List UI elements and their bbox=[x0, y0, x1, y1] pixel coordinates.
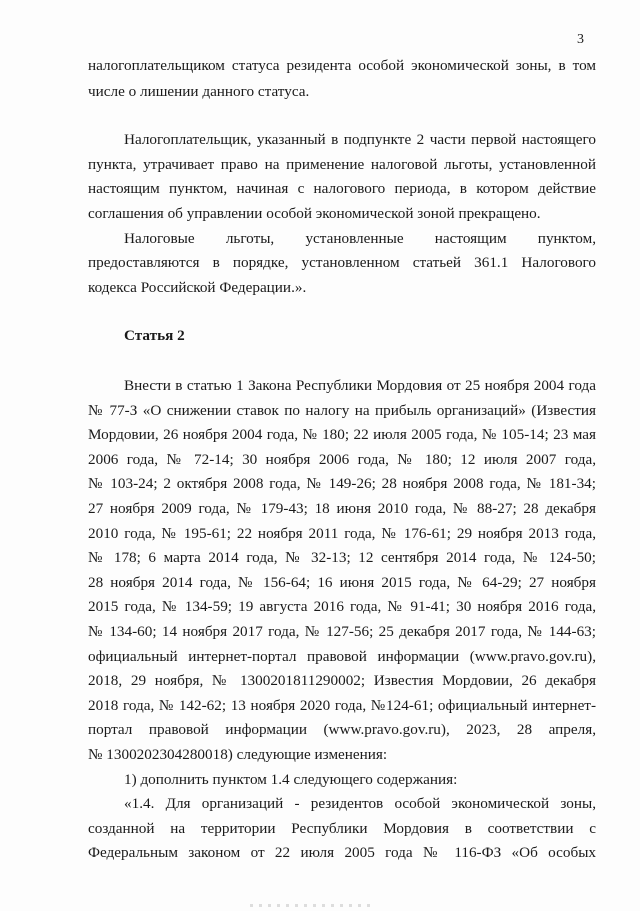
text-line: кодекса Российской Федерации.». bbox=[88, 279, 307, 296]
text-line: № 77-З «О снижении ставок по налогу на прибыль организаций» (Известия bbox=[88, 402, 596, 419]
text-line: 2010 года, № 195-61; 22 ноября 2011 года, № 176-61; 29 ноября 2013 года, bbox=[88, 525, 596, 542]
text-line: 28 ноября 2014 года, № 156-64; 16 июня 2015 года, № 64-29; 27 ноября bbox=[88, 574, 596, 591]
text-line: налогоплательщиком статуса резидента особой экономической зоны, в том bbox=[88, 57, 596, 74]
text-line: № 103-24; 2 октября 2008 года, № 149-26; 28 ноября 2008 года, № 181-34; bbox=[88, 475, 596, 492]
scan-artifact bbox=[250, 904, 370, 907]
text-line: 2006 года, № 72-14; 30 ноября 2006 года, № 180; 12 июля 2007 года, bbox=[88, 451, 596, 468]
text-line: настоящим пунктом, начиная с налогового периода, в котором действие bbox=[88, 180, 596, 197]
text-line: № 178; 6 марта 2014 года, № 32-13; 12 сентября 2014 года, № 124-50; bbox=[88, 549, 596, 566]
page-number: 3 bbox=[577, 32, 584, 47]
article-heading: Статья 2 bbox=[124, 327, 185, 344]
text-line: пункта, утрачивает право на применение налоговой льготы, установленной bbox=[88, 156, 596, 173]
text-line: портал правовой информации (www.pravo.gov.ru), 2023, 28 апреля, bbox=[88, 721, 596, 738]
text-line: Федеральным законом от 22 июля 2005 года № 116-ФЗ «Об особых bbox=[88, 844, 596, 861]
text-line: 1) дополнить пунктом 1.4 следующего содержания: bbox=[124, 771, 458, 788]
text-line: «1.4. Для организаций - резидентов особой экономической зоны, bbox=[124, 795, 596, 812]
text-line: 27 ноября 2009 года, № 179-43; 18 июня 2010 года, № 88-27; 28 декабря bbox=[88, 500, 596, 517]
text-line: предоставляются в порядке, установленном статьей 361.1 Налогового bbox=[88, 254, 596, 271]
text-line: соглашения об управлении особой экономической зоной прекращено. bbox=[88, 205, 541, 222]
text-line: Мордовии, 26 ноября 2004 года, № 180; 22 июля 2005 года, № 105-14; 23 мая bbox=[88, 426, 596, 443]
text-line: № 1300202304280018) следующие изменения: bbox=[88, 746, 388, 763]
text-line: Внести в статью 1 Закона Республики Мордовия от 25 ноября 2004 года bbox=[124, 377, 596, 394]
text-line: созданной на территории Республики Мордовия в соответствии с bbox=[88, 820, 596, 837]
text-line: № 134-60; 14 ноября 2017 года, № 127-56; 25 декабря 2017 года, № 144-63; bbox=[88, 623, 596, 640]
text-line: 2018, 29 ноября, № 1300201811290002; Известия Мордовии, 26 декабря bbox=[88, 672, 596, 689]
text-line: 2015 года, № 134-59; 19 августа 2016 года, № 91-41; 30 ноября 2016 года, bbox=[88, 598, 596, 615]
text-line: числе о лишении данного статуса. bbox=[88, 83, 310, 100]
text-line: Налогоплательщик, указанный в подпункте 2 части первой настоящего bbox=[124, 131, 596, 148]
text-line: официальный интернет-портал правовой информации (www.pravo.gov.ru), bbox=[88, 648, 596, 665]
text-line: 2018 года, № 142-62; 13 ноября 2020 года, №124-61; официальный интернет- bbox=[88, 697, 596, 714]
text-line: Налоговые льготы, установленные настоящим пунктом, bbox=[124, 230, 596, 247]
